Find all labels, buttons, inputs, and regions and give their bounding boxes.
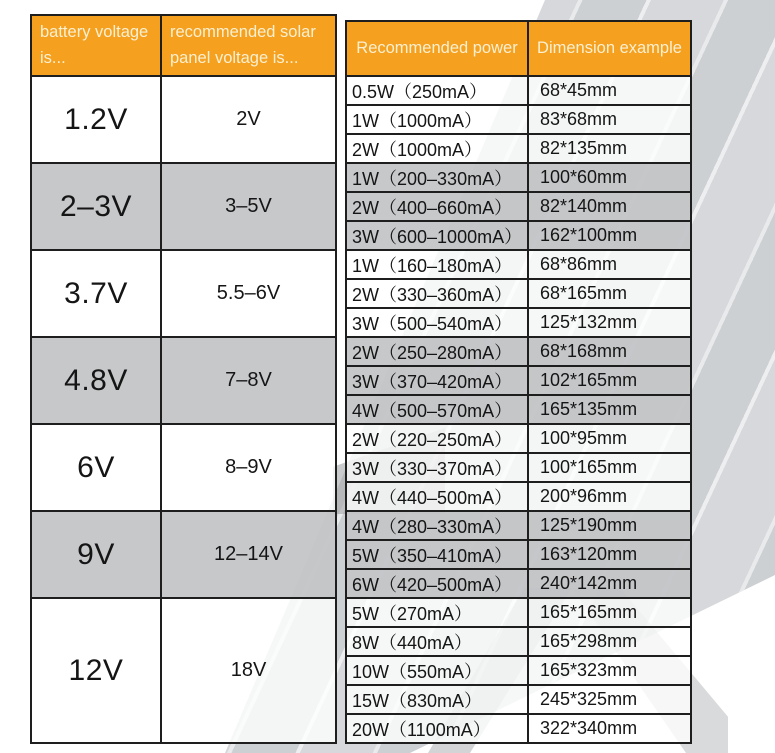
dimension-cell: 100*60mm bbox=[528, 163, 691, 192]
battery-voltage-cell: 3.7V bbox=[31, 250, 161, 337]
dimension-cell: 68*168mm bbox=[528, 337, 691, 366]
dimension-cell: 245*325mm bbox=[528, 685, 691, 714]
panel-voltage-cell: 5.5–6V bbox=[161, 250, 336, 337]
dimension-cell: 68*45mm bbox=[528, 76, 691, 105]
dimension-cell: 100*165mm bbox=[528, 453, 691, 482]
dimension-cell: 165*323mm bbox=[528, 656, 691, 685]
battery-voltage-cell: 12V bbox=[31, 598, 161, 743]
battery-voltage-cell: 2–3V bbox=[31, 163, 161, 250]
power-cell: 4W（440–500mA） bbox=[346, 482, 528, 511]
dimension-cell: 68*165mm bbox=[528, 279, 691, 308]
dimension-cell: 200*96mm bbox=[528, 482, 691, 511]
power-cell: 1W（160–180mA） bbox=[346, 250, 528, 279]
dimension-cell: 68*86mm bbox=[528, 250, 691, 279]
dimension-cell: 125*190mm bbox=[528, 511, 691, 540]
power-dimension-table bbox=[345, 20, 692, 744]
header-panel-voltage: recommended solar panel voltage is... bbox=[161, 15, 336, 76]
dimension-cell: 83*68mm bbox=[528, 105, 691, 134]
power-cell: 5W（270mA） bbox=[346, 598, 528, 627]
power-cell: 8W（440mA） bbox=[346, 627, 528, 656]
power-cell: 2W（330–360mA） bbox=[346, 279, 528, 308]
panel-voltage-cell: 2V bbox=[161, 76, 336, 163]
dimension-cell: 163*120mm bbox=[528, 540, 691, 569]
panel-voltage-cell: 7–8V bbox=[161, 337, 336, 424]
power-cell: 20W（1100mA） bbox=[346, 714, 528, 743]
power-cell: 5W（350–410mA） bbox=[346, 540, 528, 569]
battery-voltage-table bbox=[30, 14, 337, 744]
dimension-cell: 125*132mm bbox=[528, 308, 691, 337]
battery-voltage-cell: 9V bbox=[31, 511, 161, 598]
power-cell: 3W（500–540mA） bbox=[346, 308, 528, 337]
dimension-cell: 165*135mm bbox=[528, 395, 691, 424]
dimension-cell: 162*100mm bbox=[528, 221, 691, 250]
power-cell: 2W（400–660mA） bbox=[346, 192, 528, 221]
power-cell: 3W（330–370mA） bbox=[346, 453, 528, 482]
header-battery-voltage: battery voltage is... bbox=[31, 15, 161, 76]
panel-voltage-cell: 12–14V bbox=[161, 511, 336, 598]
header-dimension-example: Dimension example bbox=[528, 21, 691, 76]
dimension-cell: 100*95mm bbox=[528, 424, 691, 453]
dimension-cell: 82*135mm bbox=[528, 134, 691, 163]
dimension-cell: 322*340mm bbox=[528, 714, 691, 743]
panel-voltage-cell: 8–9V bbox=[161, 424, 336, 511]
power-cell: 6W（420–500mA） bbox=[346, 569, 528, 598]
power-cell: 2W（1000mA） bbox=[346, 134, 528, 163]
panel-voltage-cell: 3–5V bbox=[161, 163, 336, 250]
power-cell: 3W（600–1000mA） bbox=[346, 221, 528, 250]
power-cell: 15W（830mA） bbox=[346, 685, 528, 714]
dimension-cell: 165*165mm bbox=[528, 598, 691, 627]
battery-voltage-cell: 4.8V bbox=[31, 337, 161, 424]
dimension-cell: 240*142mm bbox=[528, 569, 691, 598]
power-cell: 0.5W（250mA） bbox=[346, 76, 528, 105]
power-cell: 4W（280–330mA） bbox=[346, 511, 528, 540]
power-cell: 3W（370–420mA） bbox=[346, 366, 528, 395]
power-cell: 1W（1000mA） bbox=[346, 105, 528, 134]
panel-voltage-cell: 18V bbox=[161, 598, 336, 743]
power-cell: 1W（200–330mA） bbox=[346, 163, 528, 192]
dimension-cell: 102*165mm bbox=[528, 366, 691, 395]
dimension-cell: 82*140mm bbox=[528, 192, 691, 221]
power-cell: 2W（250–280mA） bbox=[346, 337, 528, 366]
power-cell: 2W（220–250mA） bbox=[346, 424, 528, 453]
power-cell: 10W（550mA） bbox=[346, 656, 528, 685]
header-recommended-power: Recommended power bbox=[346, 21, 528, 76]
battery-voltage-cell: 1.2V bbox=[31, 76, 161, 163]
battery-voltage-cell: 6V bbox=[31, 424, 161, 511]
dimension-cell: 165*298mm bbox=[528, 627, 691, 656]
power-cell: 4W（500–570mA） bbox=[346, 395, 528, 424]
